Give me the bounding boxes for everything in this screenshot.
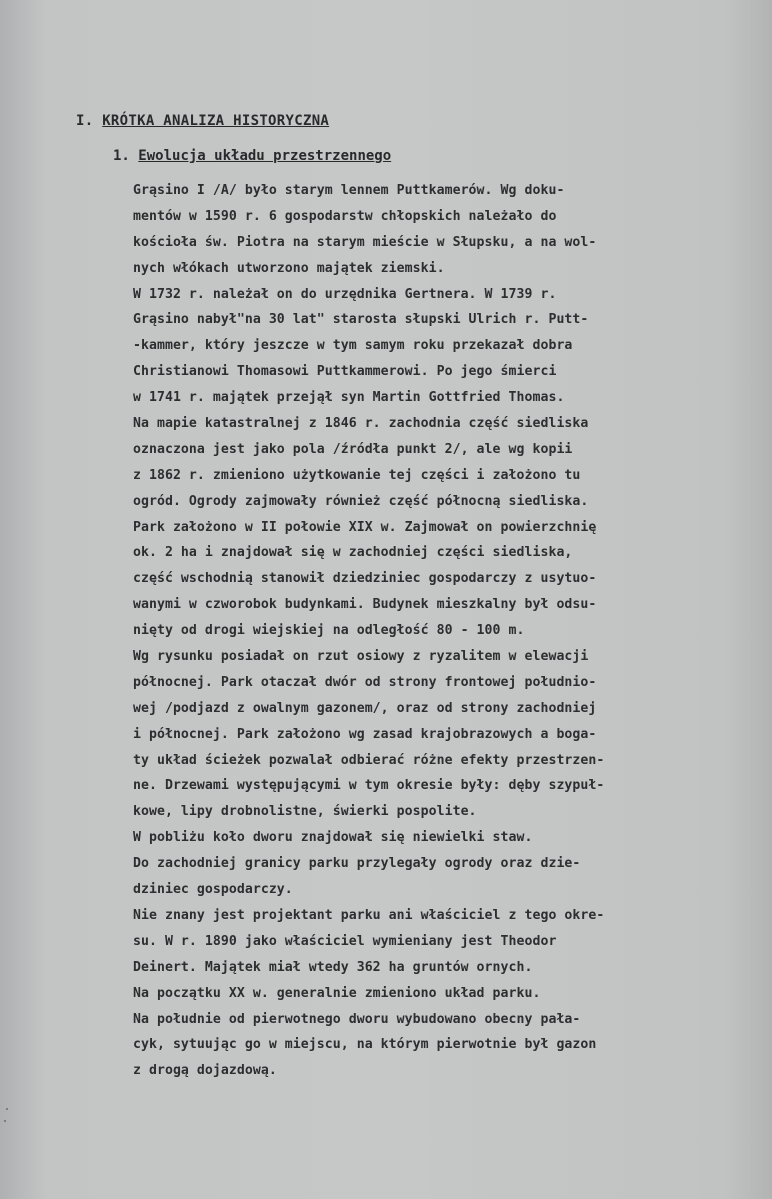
text-line: Grąsino nabył"na 30 lat" starosta słupski Ulrich r. Putt- <box>133 312 589 328</box>
text-line: W pobliżu koło dworu znajdował się niewielki staw. <box>133 830 533 846</box>
text-line: dziniec gospodarczy. <box>133 882 293 898</box>
text-line: ogród. Ogrody zajmowały również część północną siedliska. <box>133 493 589 509</box>
text-line: i północnej. Park założono wg zasad krajobrazowych a boga- <box>133 726 597 742</box>
text-line: Na początku XX w. generalnie zmieniono układ parku. <box>133 985 541 1001</box>
text-line: część wschodnią stanowił dziedziniec gospodarczy z usytuo- <box>133 571 597 587</box>
subsection-heading <box>113 148 391 164</box>
text-line: wej /podjazd z owalnym gazonem/, oraz od strony zachodniej <box>133 700 597 716</box>
text-line: ty układ ścieżek pozwalał odbierać różne efekty przestrzen- <box>133 752 605 768</box>
text-line: Park założono w II połowie XIX w. Zajmował on powierzchnię <box>133 519 597 535</box>
body-text <box>133 178 763 1084</box>
text-line: wanymi w czworobok budynkami. Budynek mieszkalny był odsu- <box>133 597 597 613</box>
section-heading <box>76 113 329 129</box>
text-line: mentów w 1590 r. 6 gospodarstw chłopskich należało do <box>133 208 557 224</box>
text-line: w 1741 r. majątek przejął syn Martin Gottfried Thomas. <box>133 390 565 406</box>
text-line: ok. 2 ha i znajdował się w zachodniej części siedliska, <box>133 545 573 561</box>
text-line: Grąsino I /A/ było starym lennem Puttkamerów. Wg doku- <box>133 183 565 198</box>
text-line: Deinert. Majątek miał wtedy 362 ha gruntów ornych. <box>133 959 533 975</box>
text-line: Wg rysunku posiadał on rzut osiowy z ryzalitem w elewacji <box>133 649 589 665</box>
text-line: oznaczona jest jako pola /źródła punkt 2/, ale wg kopii <box>133 441 573 457</box>
text-line: północnej. Park otaczał dwór od strony frontowej południo- <box>133 674 597 690</box>
text-line: W 1732 r. należał on do urzędnika Gertnera. W 1739 r. <box>133 286 557 302</box>
text-line: Na południe od pierwotnego dworu wybudowano obecny pała- <box>133 1011 581 1027</box>
text-line: su. W r. 1890 jako właściciel wymieniany jest Theodor <box>133 933 557 949</box>
text-line: kościoła św. Piotra na starym mieście w Słupsku, a na wol- <box>133 234 597 250</box>
text-line: Do zachodniej granicy parku przylegały ogrody oraz dzie- <box>133 856 581 872</box>
text-line: ne. Drzewami występującymi w tym okresie były: dęby szypuł- <box>133 778 605 794</box>
subsection-number: 1. <box>113 148 130 164</box>
text-line: cyk, sytuując go w miejscu, na którym pierwotnie był gazon <box>133 1037 597 1053</box>
text-line: nych włókach utworzono majątek ziemski. <box>133 260 445 276</box>
scan-speck <box>6 1108 8 1110</box>
section-number: I. <box>76 113 94 129</box>
text-line: Christianowi Thomasowi Puttkammerowi. Po jego śmierci <box>133 364 557 380</box>
scan-speck <box>4 1120 6 1122</box>
text-line: -kammer, który jeszcze w tym samym roku przekazał dobra <box>133 338 573 354</box>
text-line: Nie znany jest projektant parku ani właściciel z tego okre- <box>133 907 605 923</box>
text-line: nięty od drogi wiejskiej na odległość 80 - 100 m. <box>133 623 525 639</box>
text-line: z 1862 r. zmieniono użytkowanie tej części i założono tu <box>133 467 581 483</box>
section-title: KRÓTKA ANALIZA HISTORYCZNA <box>102 113 330 129</box>
text-line: kowe, lipy drobnolistne, świerki pospolite. <box>133 804 477 820</box>
text-line: z drogą dojazdową. <box>133 1063 277 1079</box>
subsection-title: Ewolucja układu przestrzennego <box>138 148 392 164</box>
text-line: Na mapie katastralnej z 1846 r. zachodnia część siedliska <box>133 416 589 432</box>
